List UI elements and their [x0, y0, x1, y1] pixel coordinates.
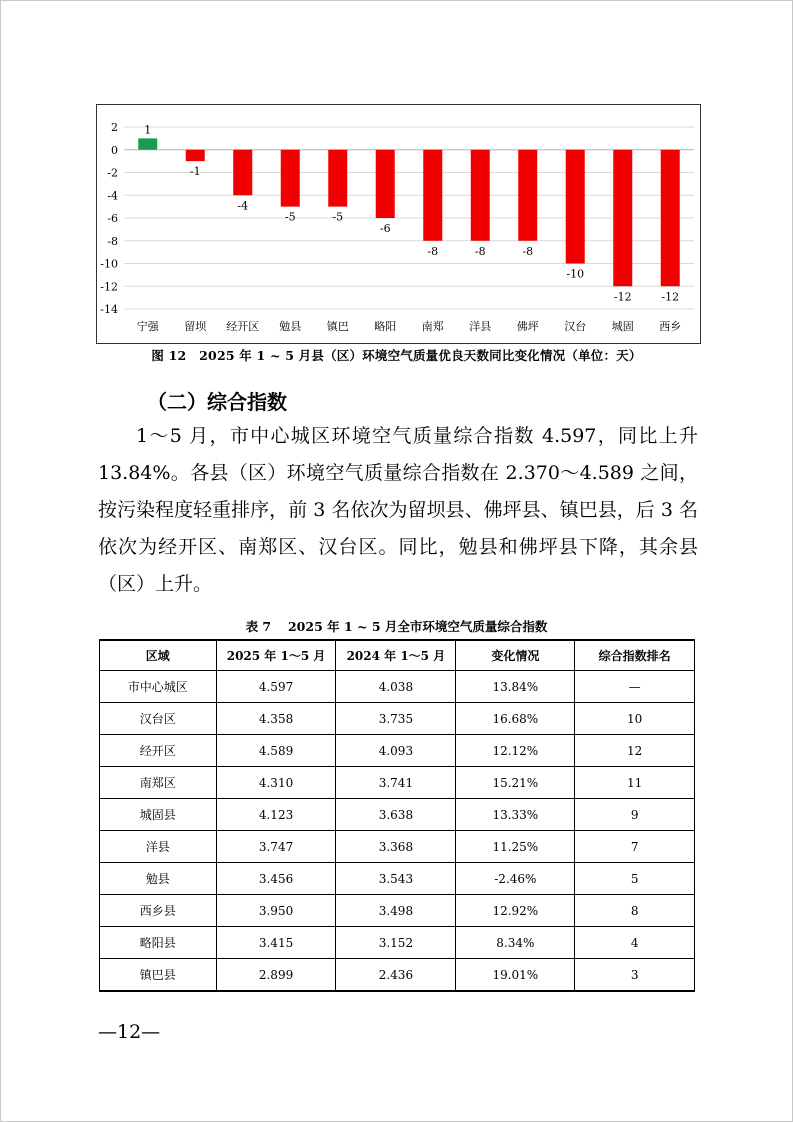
- cell-rank: 9: [575, 799, 695, 831]
- y-tick-label: -6: [107, 212, 118, 225]
- table-row: [100, 959, 695, 992]
- cell-2025: 3.747: [216, 831, 336, 863]
- cell-2025: 3.415: [216, 927, 336, 959]
- cell-region: 城固县: [100, 799, 217, 831]
- table-row: [100, 799, 695, 831]
- data-label: -8: [427, 244, 439, 258]
- data-label: -12: [613, 290, 632, 304]
- cell-rank: 12: [575, 735, 695, 767]
- page-number: —12—: [98, 1021, 161, 1043]
- x-tick-label: 西乡: [659, 320, 682, 333]
- cell-rank: 11: [575, 767, 695, 799]
- cell-rank: 8: [575, 895, 695, 927]
- cell-rank: 4: [575, 927, 695, 959]
- data-label: -8: [522, 244, 534, 258]
- cell-change: 15.21%: [456, 767, 575, 799]
- header-region: 区域: [100, 640, 217, 671]
- x-tick-label: 城固: [611, 320, 634, 333]
- cell-change: 12.12%: [456, 735, 575, 767]
- cell-rank: —: [575, 671, 695, 703]
- composite-index-table: [99, 639, 695, 992]
- header-2025: 2025 年 1～5 月: [216, 640, 336, 671]
- cell-rank: 3: [575, 959, 695, 992]
- x-tick-label: 留坝: [184, 320, 207, 333]
- cell-2024: 2.436: [336, 959, 456, 992]
- table-row: [100, 767, 695, 799]
- data-label: -12: [661, 290, 680, 304]
- cell-2024: 3.498: [336, 895, 456, 927]
- cell-rank: 5: [575, 863, 695, 895]
- bar: [661, 150, 680, 287]
- cell-2025: 3.950: [216, 895, 336, 927]
- cell-region: 略阳县: [100, 927, 217, 959]
- bar-chart-svg: [97, 105, 700, 343]
- cell-2024: 4.093: [336, 735, 456, 767]
- data-label: -4: [237, 199, 249, 213]
- table-row: [100, 671, 695, 703]
- bar: [613, 150, 632, 287]
- cell-2024: 3.543: [336, 863, 456, 895]
- header-2024: 2024 年 1～5 月: [336, 640, 456, 671]
- cell-region: 镇巴县: [100, 959, 217, 992]
- y-tick-label: -10: [100, 257, 118, 271]
- y-tick-label: 2: [111, 121, 118, 134]
- header-rank: 综合指数排名: [575, 640, 695, 671]
- table-body: [100, 671, 695, 992]
- x-tick-label: 经开区: [226, 320, 260, 333]
- cell-region: 汉台区: [100, 703, 217, 735]
- bar: [566, 150, 585, 264]
- bar: [471, 150, 490, 241]
- bar: [186, 150, 205, 161]
- bar: [376, 150, 395, 218]
- x-tick-label: 勉县: [279, 320, 302, 333]
- cell-region: 勉县: [100, 863, 217, 895]
- data-label: -1: [189, 165, 201, 179]
- table-row: [100, 895, 695, 927]
- section-heading: （二）综合指数: [147, 390, 287, 414]
- cell-2025: 4.123: [216, 799, 336, 831]
- cell-change: 8.34%: [456, 927, 575, 959]
- y-tick-label: 0: [111, 143, 118, 157]
- table-row: [100, 703, 695, 735]
- cell-change: 11.25%: [456, 831, 575, 863]
- table-row: [100, 831, 695, 863]
- cell-rank: 7: [575, 831, 695, 863]
- data-label: 1: [144, 123, 152, 137]
- x-tick-label: 洋县: [469, 320, 492, 333]
- cell-2025: 4.597: [216, 671, 336, 703]
- x-tick-label: 镇巴: [326, 320, 349, 333]
- header-change: 变化情况: [456, 640, 575, 671]
- cell-change: 12.92%: [456, 895, 575, 927]
- body-paragraph: 1～5 月，市中心城区环境空气质量综合指数 4.597，同比上升 13.84%。各县（区）环境空气质量综合指数在 2.370～4.589 之间，按污染程度轻重排序，前 3 名依次为留坝县、佛坪县、镇巴县，后 3 名依次为经开区、南郑区、汉台区。同比，勉县和佛坪县下降，其余县（区）上升。: [98, 425, 698, 595]
- cell-region: 西乡县: [100, 895, 217, 927]
- table-row: [100, 863, 695, 895]
- cell-rank: 10: [575, 703, 695, 735]
- data-label: -6: [379, 222, 391, 235]
- cell-2024: 3.638: [336, 799, 456, 831]
- x-tick-label: 略阳: [374, 320, 397, 333]
- bar: [281, 150, 300, 207]
- cell-region: 经开区: [100, 735, 217, 767]
- table-row: [100, 927, 695, 959]
- data-label: -8: [474, 244, 486, 258]
- cell-2025: 4.589: [216, 735, 336, 767]
- bar: [423, 150, 442, 241]
- cell-2024: 4.038: [336, 671, 456, 703]
- table-title: 表 7 2025 年 1 ~ 5 月全市环境空气质量综合指数: [245, 619, 548, 634]
- cell-change: 19.01%: [456, 959, 575, 992]
- bar: [518, 150, 537, 241]
- cell-2024: 3.741: [336, 767, 456, 799]
- y-tick-label: -14: [100, 303, 118, 316]
- data-label: -5: [284, 210, 296, 224]
- table-row: [100, 735, 695, 767]
- cell-region: 南郑区: [100, 767, 217, 799]
- data-label: -10: [566, 267, 585, 281]
- data-label: -5: [332, 210, 344, 224]
- x-tick-label: 佛坪: [516, 320, 539, 333]
- x-tick-label: 汉台: [564, 320, 587, 333]
- bar: [138, 138, 157, 149]
- cell-2025: 4.310: [216, 767, 336, 799]
- y-tick-label: -12: [100, 280, 118, 294]
- bar: [328, 150, 347, 207]
- bar: [233, 150, 252, 196]
- cell-region: 市中心城区: [100, 671, 217, 703]
- cell-2025: 3.456: [216, 863, 336, 895]
- y-tick-label: -8: [107, 234, 118, 248]
- cell-2024: 3.368: [336, 831, 456, 863]
- x-tick-label: 宁强: [136, 320, 159, 333]
- y-tick-label: -4: [107, 189, 118, 203]
- cell-2025: 4.358: [216, 703, 336, 735]
- cell-2024: 3.152: [336, 927, 456, 959]
- cell-change: 13.84%: [456, 671, 575, 703]
- cell-change: -2.46%: [456, 863, 575, 895]
- figure-caption: 图 12 2025 年 1 ~ 5 月县（区）环境空气质量优良天数同比变化情况（单位：天）: [151, 348, 642, 363]
- table-header-row: [100, 640, 695, 671]
- cell-change: 16.68%: [456, 703, 575, 735]
- cell-2025: 2.899: [216, 959, 336, 992]
- y-tick-label: -2: [107, 166, 118, 180]
- cell-change: 13.33%: [456, 799, 575, 831]
- bar-chart: [96, 104, 701, 344]
- cell-region: 洋县: [100, 831, 217, 863]
- cell-2024: 3.735: [336, 703, 456, 735]
- x-tick-label: 南郑: [421, 320, 444, 333]
